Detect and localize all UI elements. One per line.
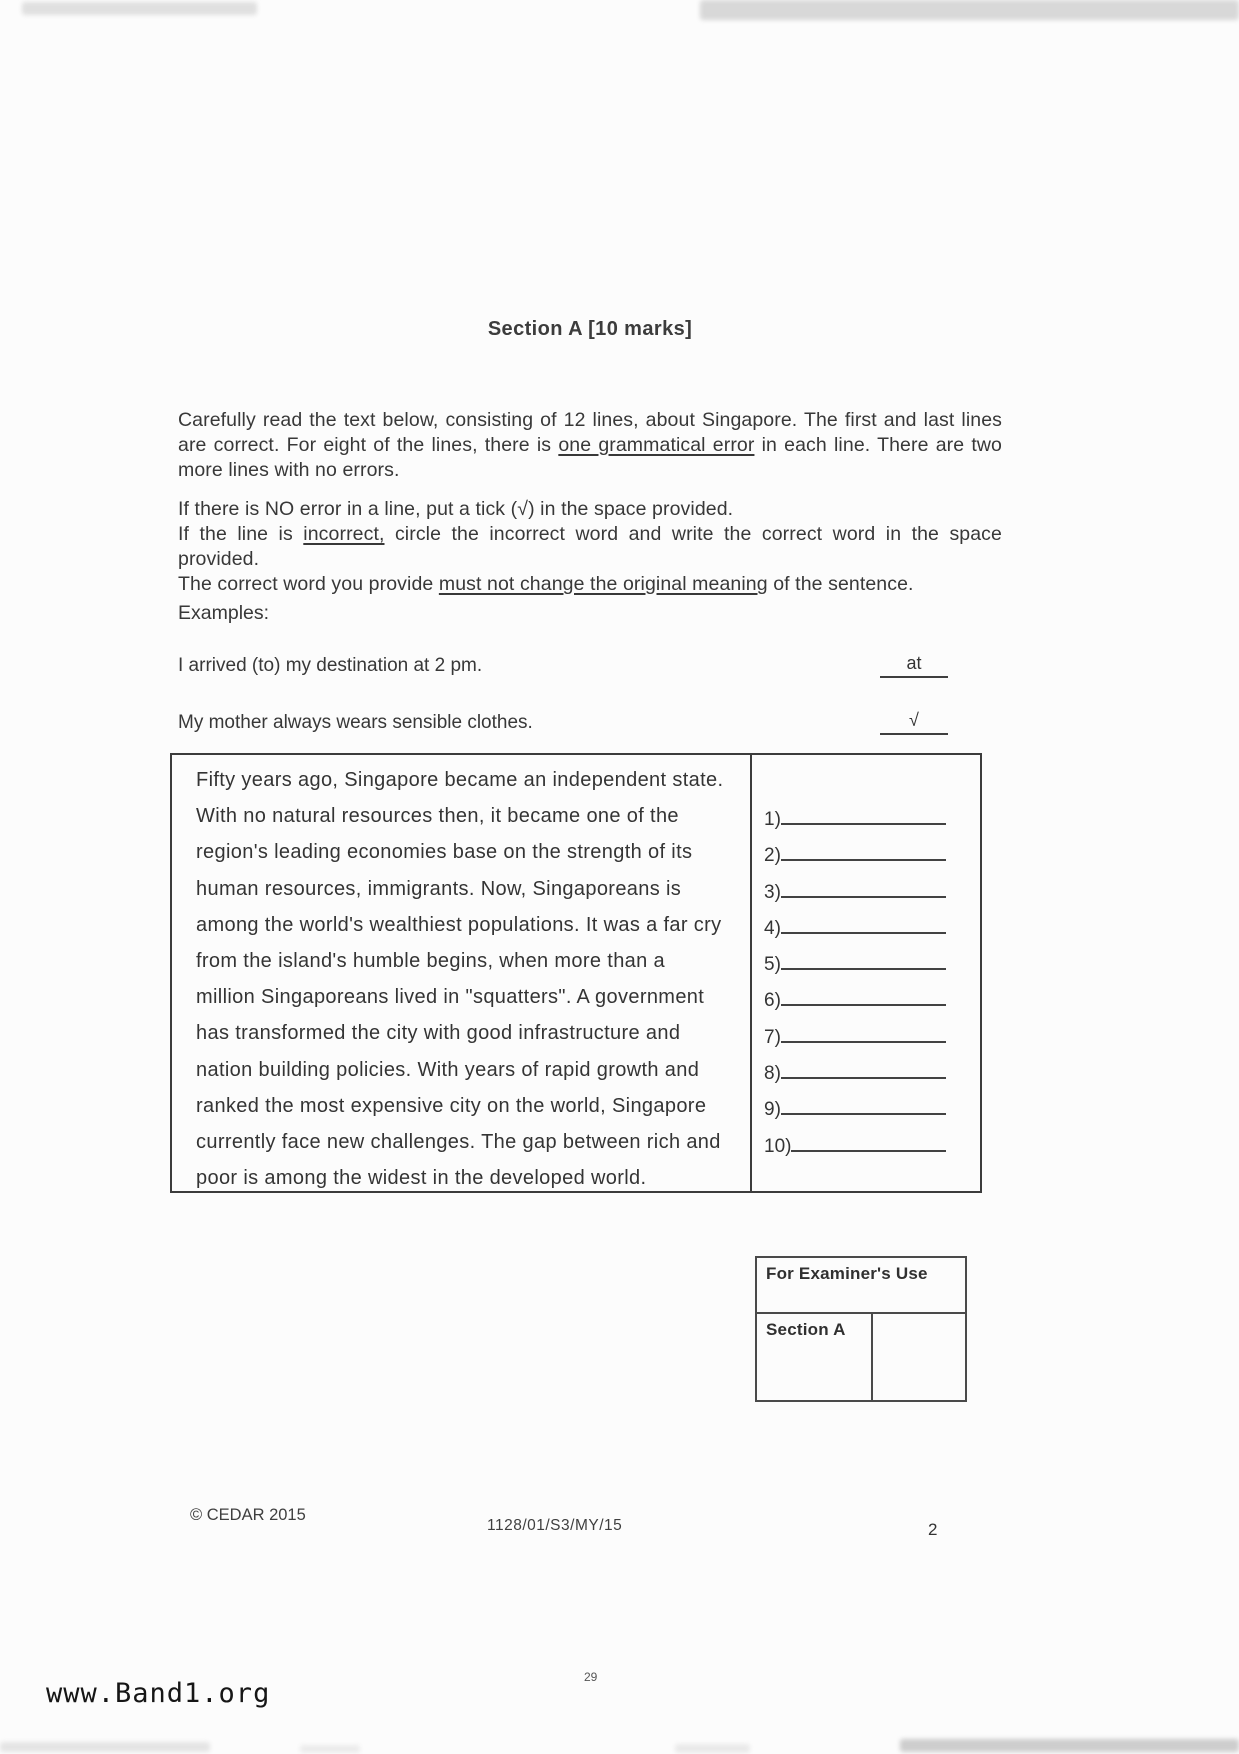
instruction-underlined-phrase: incorrect, [303, 523, 385, 545]
examiner-section-label: Section A [757, 1314, 873, 1402]
answer-blank-line [781, 838, 946, 861]
answer-blank-line [781, 1020, 946, 1043]
scan-artifact-bottom-right [900, 1739, 1239, 1752]
instruction-text: The correct word you provide [178, 573, 439, 595]
instruction-no-error-line: If there is NO error in a line, put a tick (√) in the space provided. [178, 498, 734, 520]
passage-line: human resources, immigrants. Now, Singaporeans is [196, 877, 682, 900]
passage-line: nation building policies. With years of rapid growth and [196, 1058, 700, 1081]
passage-column [172, 755, 752, 1191]
answer-blank-line [781, 947, 946, 970]
instruction-text: of the sentence. [767, 573, 914, 595]
instruction-incorrect-line [178, 522, 1002, 572]
answer-blank-number: 8) [764, 1063, 781, 1085]
passage-line: currently face new challenges. The gap between rich and [196, 1131, 721, 1154]
answer-blank-row [764, 1056, 946, 1092]
answer-blank-row [764, 875, 946, 911]
examples-label: Examples: [178, 602, 270, 624]
instructions-paragraph-1 [178, 408, 1002, 483]
answer-blank-line [781, 875, 946, 898]
scan-artifact-top-right [700, 0, 1239, 20]
answer-blank-number: 7) [764, 1026, 781, 1048]
examiner-box-title: For Examiner's Use [757, 1258, 965, 1314]
passage-line: from the island's humble begins, when more than a [196, 950, 665, 973]
example-sentence: My mother always wears sensible clothes. [178, 712, 533, 733]
examiner-box-row [757, 1314, 965, 1402]
passage-line: among the world's wealthiest populations. It was a far cry [196, 913, 722, 936]
passage-line: region's leading economies base on the strength of its [196, 841, 693, 864]
example-answer-blank: √ [880, 710, 948, 735]
instructions-paragraph-2 [178, 497, 1002, 597]
answer-blank-row [764, 947, 946, 983]
answer-blank-line [791, 1129, 946, 1152]
scan-artifact-bottom-mid1 [300, 1745, 360, 1753]
examiner-score-cell [873, 1314, 965, 1402]
answer-blank-number: 2) [764, 845, 781, 867]
instruction-text: in each line. There are two more lines with no errors. [178, 433, 1002, 481]
answer-blank-row [764, 983, 946, 1019]
passage-line: million Singaporeans lived in "squatters". A government [196, 986, 705, 1009]
passage-line: ranked the most expensive city on the world, Singapore [196, 1094, 707, 1117]
instruction-text: Carefully read the text below, consisting of 12 lines, about Singapore. The first and last lines are correct. For eight of the lines, there is [178, 408, 1002, 456]
instruction-underlined-phrase: one grammatical error [558, 433, 755, 456]
passage-line: With no natural resources then, it became one of the [196, 805, 679, 828]
copyright-notice: © CEDAR 2015 [190, 1506, 306, 1524]
section-heading: Section A [10 marks] [487, 318, 693, 340]
error-correction-table [170, 753, 982, 1193]
answer-blank-line [781, 911, 946, 934]
passage-line: Fifty years ago, Singapore became an independent state. [196, 769, 724, 791]
answer-blank-line [781, 1092, 946, 1115]
answer-blank-number: 1) [764, 809, 781, 830]
answer-blank-line [781, 983, 946, 1006]
answer-blank-row [764, 911, 946, 947]
scan-artifact-bottom-left [0, 1742, 210, 1752]
answer-blank-number: 4) [764, 917, 781, 939]
examiner-use-box [755, 1256, 967, 1402]
website-watermark: www.Band1.org [46, 1678, 271, 1709]
answer-column [752, 755, 980, 1191]
instruction-correct-word-line [178, 572, 1002, 597]
answer-blank-line [781, 802, 946, 825]
answer-blank-row [764, 802, 946, 838]
answer-blank-number: 10) [764, 1135, 792, 1157]
instruction-text: circle the incorrect word and write the correct word in the space provided. [178, 523, 1002, 570]
scan-artifact-top-left [22, 2, 257, 15]
answer-blank-row [764, 1092, 946, 1128]
answer-blank-row [764, 1020, 946, 1056]
answer-blank-number: 3) [764, 881, 781, 903]
instruction-underlined-phrase: must not change the original meaning [438, 573, 768, 595]
answer-blank-number: 6) [764, 990, 781, 1012]
answer-blank-row [764, 1129, 946, 1165]
answer-blank-line [781, 1056, 946, 1079]
paper-code: 1128/01/S3/MY/15 [487, 1517, 623, 1534]
scan-artifact-bottom-mid2 [675, 1744, 750, 1753]
passage-line: has transformed the city with good infrastructure and [196, 1022, 681, 1045]
example-row [178, 655, 948, 677]
example-sentence: I arrived (to) my destination at 2 pm. [178, 655, 483, 676]
answer-blank-number: 5) [764, 954, 781, 976]
example-answer-blank: at [880, 653, 948, 678]
answer-blank-row [764, 838, 946, 874]
answer-blank-number: 9) [764, 1099, 781, 1121]
instruction-text: If the line is [178, 523, 304, 545]
example-row [178, 712, 948, 734]
sheet-number: 29 [584, 1670, 598, 1684]
passage-line: poor is among the widest in the developed world. [196, 1167, 647, 1190]
page-number: 2 [928, 1520, 938, 1539]
